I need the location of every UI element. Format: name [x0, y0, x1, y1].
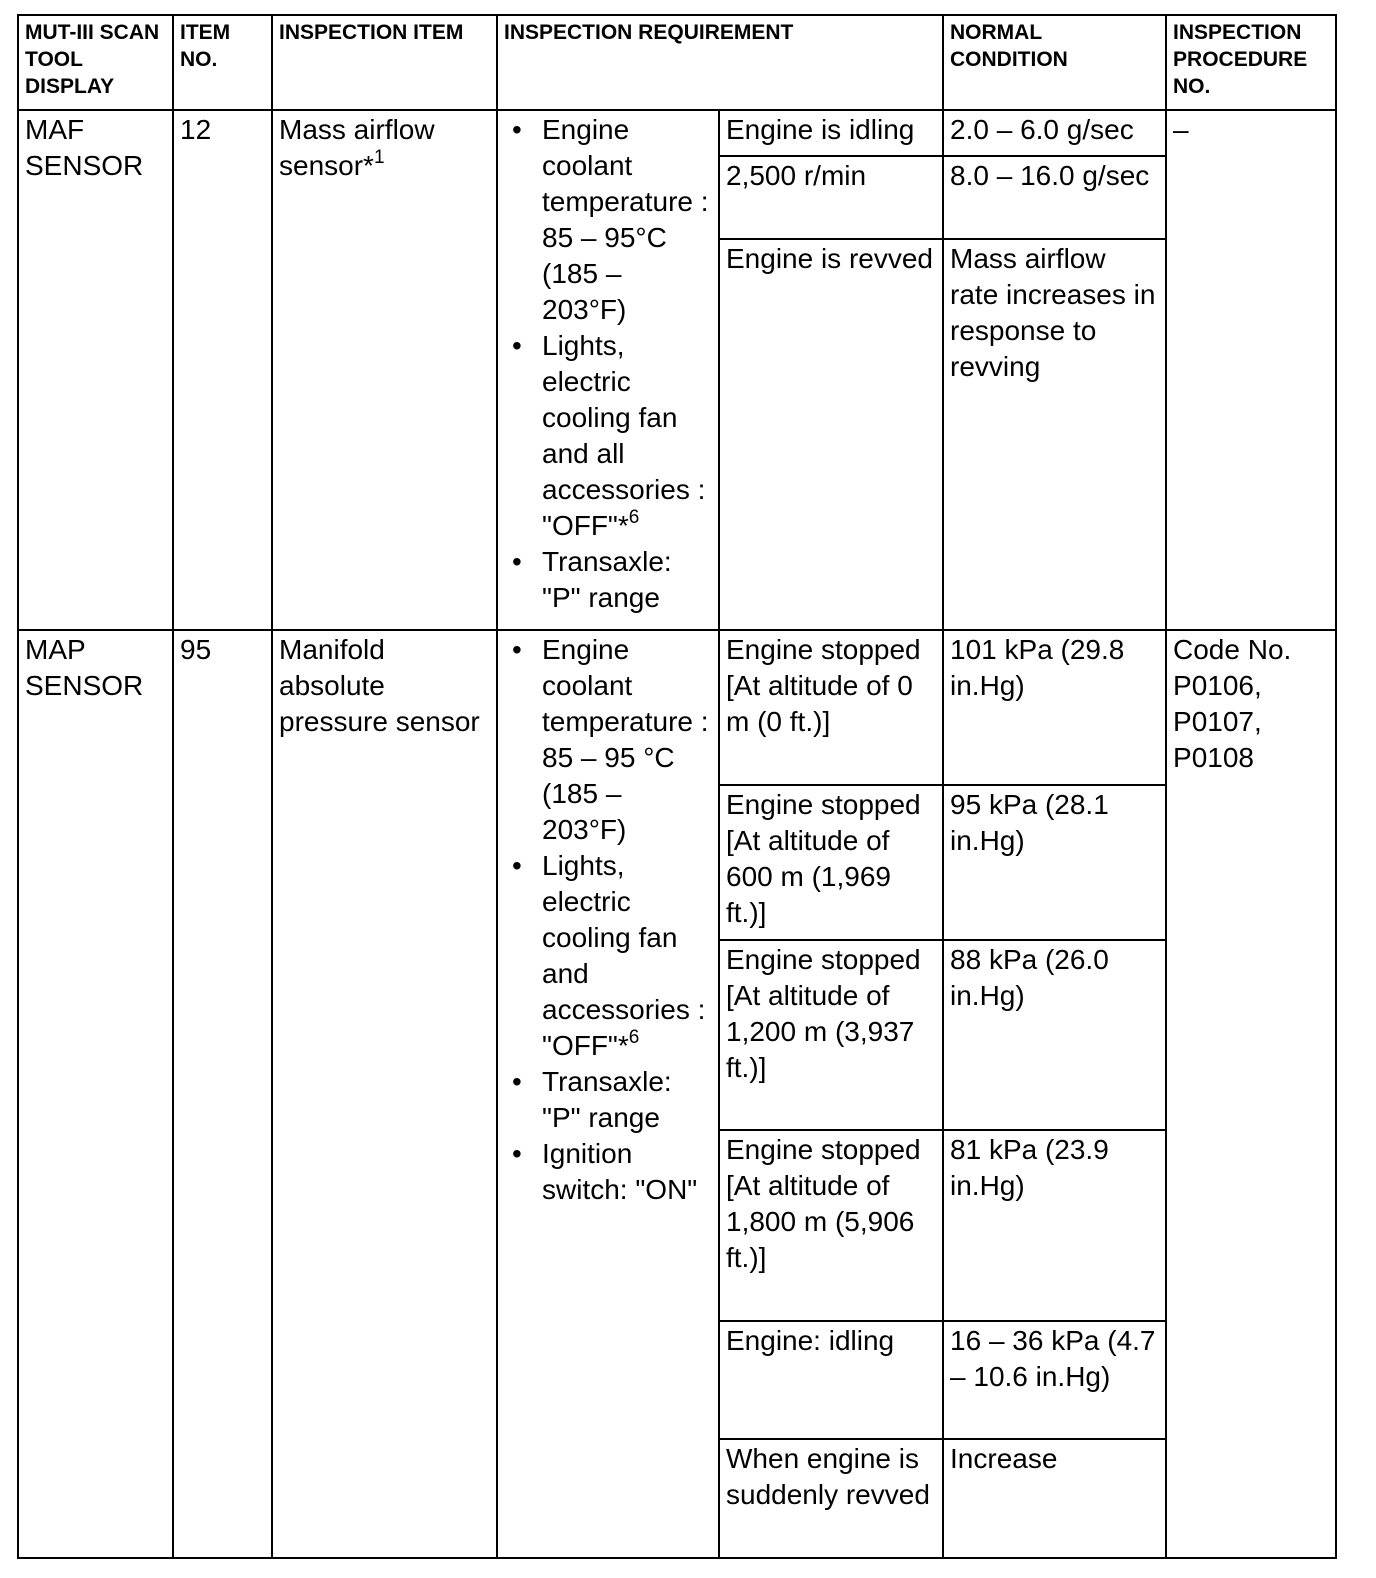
normal-condition-cell: 2.0 – 6.0 g/sec	[943, 110, 1166, 156]
display-cell: MAP SENSOR	[18, 630, 173, 1558]
inspection-item-cell	[272, 110, 497, 630]
list-item	[504, 328, 712, 544]
normal-condition-cell: 16 – 36 kPa (4.7 – 10.6 in.Hg)	[943, 1321, 1166, 1439]
condition-check-cell: Engine stopped [At altitude of 600 m (1,969 ft.)]	[719, 785, 943, 940]
condition-check-cell: Engine is revved	[719, 239, 943, 630]
inspection-table	[17, 14, 1337, 1559]
requirement-text: Lights, electric cooling fan and accessories : "OFF"*	[542, 850, 706, 1061]
item-no-cell: 12	[173, 110, 272, 630]
item-no-cell: 95	[173, 630, 272, 1558]
header-display: MUT-III SCAN TOOL DISPLAY	[18, 15, 173, 110]
condition-check-cell: Engine stopped [At altitude of 0 m (0 ft.)]	[719, 630, 943, 785]
header-inspection-item: INSPECTION ITEM	[272, 15, 497, 110]
requirement-list	[504, 112, 712, 616]
inspection-item-cell: Manifold absolute pressure sensor	[272, 630, 497, 1558]
header-inspection-requirement: INSPECTION REQUIREMENT	[497, 15, 943, 110]
normal-condition-cell: Mass airflow rate increases in response to revving	[943, 239, 1166, 630]
normal-condition-cell: 88 kPa (26.0 in.Hg)	[943, 940, 1166, 1130]
condition-check-cell: Engine is idling	[719, 110, 943, 156]
list-item: • Transaxle: "P" range	[504, 544, 712, 616]
requirement-cell	[497, 110, 719, 630]
header-normal-condition: NORMAL CONDITION	[943, 15, 1166, 110]
normal-condition-cell: 8.0 – 16.0 g/sec	[943, 156, 1166, 239]
normal-condition-cell: 95 kPa (28.1 in.Hg)	[943, 785, 1166, 940]
condition-check-cell: Engine: idling	[719, 1321, 943, 1439]
normal-condition-cell: Increase	[943, 1439, 1166, 1558]
list-item: • Engine coolant temperature : 85 – 95 °C (185 – 203°F)	[504, 632, 712, 848]
list-item: • Engine coolant temperature : 85 – 95°C (185 – 203°F)	[504, 112, 712, 328]
list-item: • Transaxle: "P" range	[504, 1064, 712, 1136]
footnote-ref: 1	[373, 146, 385, 168]
table-row	[18, 110, 1336, 156]
condition-check-cell: 2,500 r/min	[719, 156, 943, 239]
normal-condition-cell: 101 kPa (29.8 in.Hg)	[943, 630, 1166, 785]
header-row	[18, 15, 1336, 110]
procedure-cell: Code No. P0106, P0107, P0108	[1166, 630, 1336, 1558]
list-item: • Ignition switch: "ON"	[504, 1136, 712, 1208]
header-item-no: ITEM NO.	[173, 15, 272, 110]
footnote-ref: 6	[628, 506, 640, 528]
requirement-list	[504, 632, 712, 1208]
procedure-cell: –	[1166, 110, 1336, 630]
inspection-item-text: Mass airflow sensor*	[279, 114, 435, 181]
display-cell: MAF SENSOR	[18, 110, 173, 630]
condition-check-cell: Engine stopped [At altitude of 1,800 m (5,906 ft.)]	[719, 1130, 943, 1321]
condition-check-cell: When engine is suddenly revved	[719, 1439, 943, 1558]
condition-check-cell: Engine stopped [At altitude of 1,200 m (3,937 ft.)]	[719, 940, 943, 1130]
list-item	[504, 848, 712, 1064]
header-inspection-procedure: INSPECTION PROCEDURE NO.	[1166, 15, 1336, 110]
requirement-text: Lights, electric cooling fan and all accessories : "OFF"*	[542, 330, 706, 541]
normal-condition-cell: 81 kPa (23.9 in.Hg)	[943, 1130, 1166, 1321]
table-row	[18, 630, 1336, 785]
requirement-cell	[497, 630, 719, 1558]
footnote-ref: 6	[628, 1026, 640, 1048]
